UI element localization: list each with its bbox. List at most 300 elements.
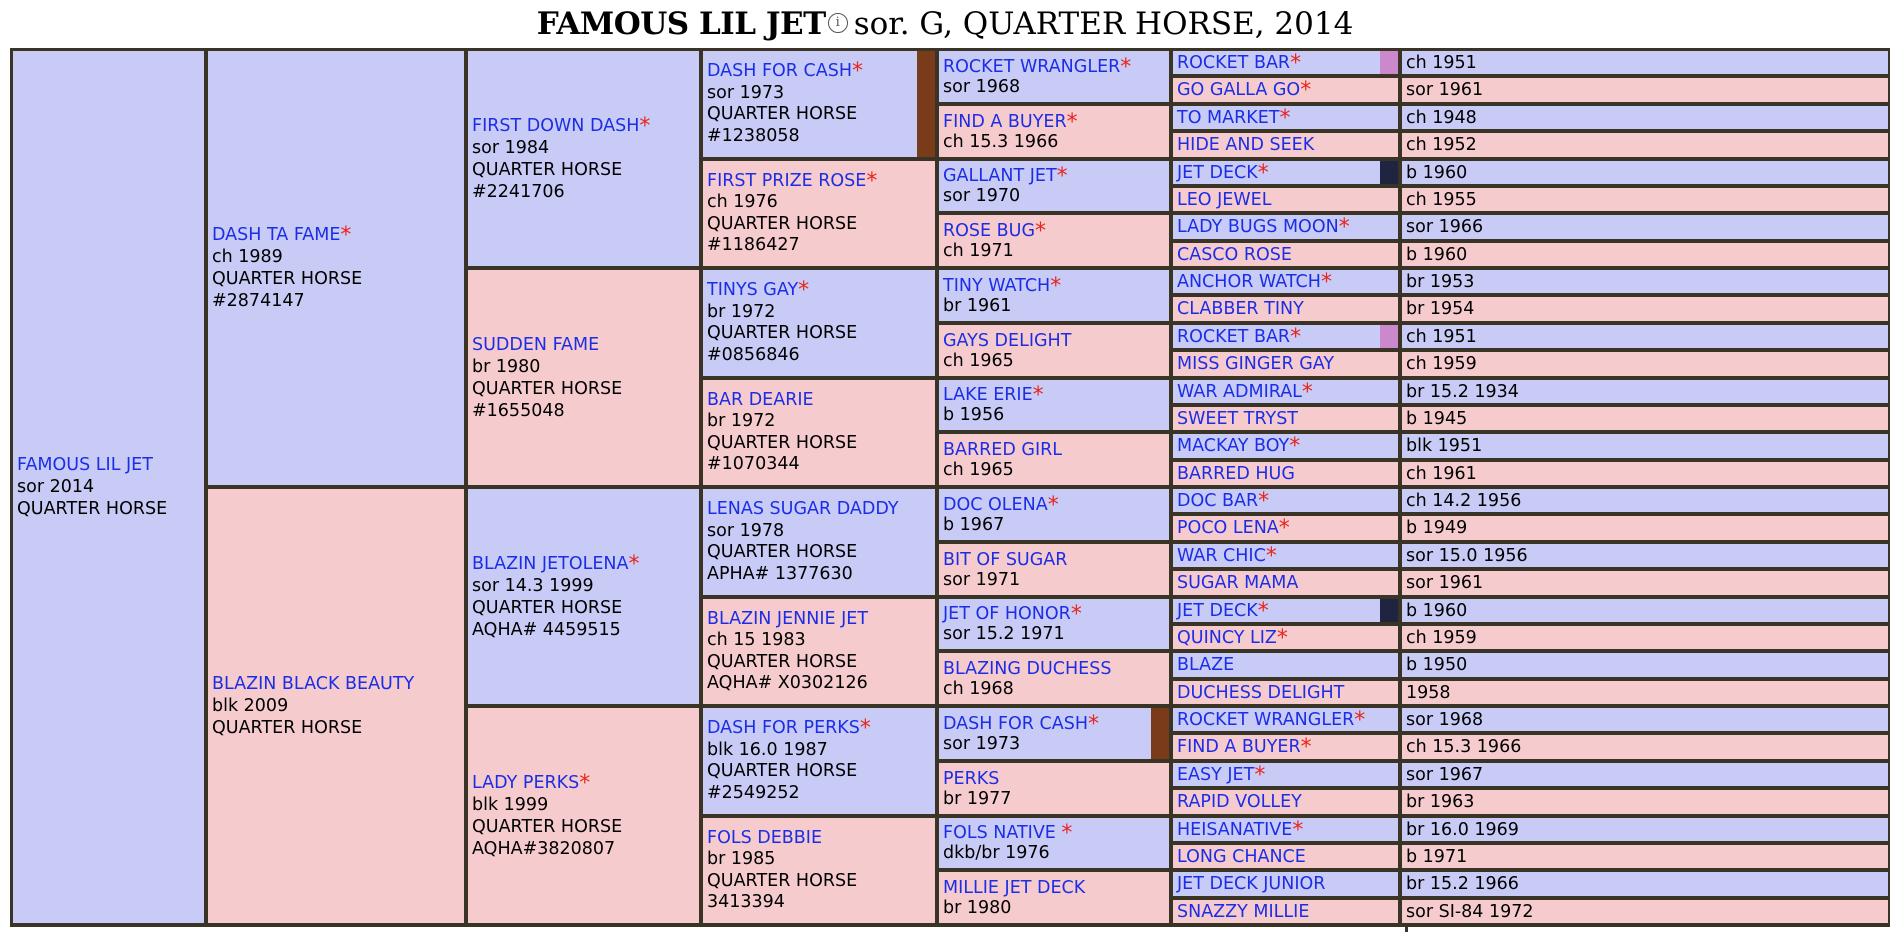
gen6-name-cell — [1170, 596, 1401, 625]
horse-detail: QUARTER HORSE — [707, 323, 858, 343]
registered-asterisk: * — [1050, 273, 1062, 299]
horse-entry — [943, 763, 1165, 814]
horse-name-link[interactable]: FIRST PRIZE ROSE — [707, 170, 867, 191]
horse-name-line — [943, 711, 1145, 737]
horse-name-link[interactable]: BAR DEARIE — [707, 389, 814, 410]
horse-detail: br 15.2 1966 — [1406, 874, 1519, 894]
horse-name-line — [1177, 409, 1394, 429]
horse-name-line — [707, 718, 931, 740]
horse-name-line — [1177, 105, 1394, 131]
horse-name-link[interactable]: TINY WATCH — [943, 275, 1051, 296]
horse-name-link[interactable]: LEO JEWEL — [1177, 189, 1272, 210]
horse-detail: ch 15.3 1966 — [943, 131, 1059, 152]
horse-entry — [1177, 352, 1394, 376]
horse-name-link[interactable]: BIT OF SUGAR — [943, 549, 1068, 570]
horse-detail: #1655048 — [472, 400, 565, 421]
registered-asterisk: * — [1320, 269, 1332, 295]
horse-detail: b 1967 — [943, 514, 1005, 535]
horse-info — [1406, 380, 1884, 403]
gen6-name-cell — [1170, 48, 1401, 77]
gen5-cell — [936, 212, 1172, 269]
gen6-info-cell — [1399, 212, 1890, 242]
registered-asterisk: * — [1290, 324, 1302, 350]
horse-detail: QUARTER HORSE — [212, 269, 363, 289]
horse-detail: b 1950 — [1406, 655, 1468, 675]
horse-detail: QUARTER HORSE — [472, 378, 623, 399]
horse-detail: br 1961 — [943, 295, 1012, 316]
horse-detail: #1238058 — [707, 125, 800, 146]
horse-detail: ch 1989 — [212, 247, 283, 267]
horse-name-link[interactable]: DASH FOR CASH — [943, 713, 1088, 734]
horse-detail: blk 1951 — [1406, 436, 1483, 456]
registered-asterisk: * — [859, 716, 871, 741]
horse-name-link[interactable]: DASH FOR CASH — [707, 61, 852, 81]
horse-name-link[interactable]: JET OF HONOR — [943, 604, 1071, 624]
horse-info — [1406, 571, 1884, 595]
horse-name-link[interactable]: BLAZING DUCHESS — [943, 658, 1112, 679]
horse-name-link[interactable]: HEISANATIVE — [1177, 819, 1293, 840]
registered-asterisk: * — [1301, 379, 1313, 405]
horse-name-link[interactable]: BLAZIN JETOLENA — [472, 553, 629, 574]
horse-detail: #1186427 — [707, 235, 800, 255]
horse-name-line — [1177, 190, 1394, 210]
horse-name-line — [1177, 683, 1394, 703]
gen6-name-cell — [1170, 75, 1401, 105]
gen2-cell — [205, 486, 467, 925]
horse-detail: b 1971 — [1406, 846, 1468, 867]
horse-detail: ch 1955 — [1406, 189, 1477, 210]
horse-entry — [1177, 325, 1394, 348]
horse-detail: br 16.0 1969 — [1406, 819, 1519, 840]
horse-detail: br 1980 — [943, 897, 1012, 918]
horse-detail: #2874147 — [212, 291, 305, 311]
horse-name-link[interactable]: LADY BUGS MOON — [1177, 217, 1339, 237]
horse-name-link[interactable]: MILLIE JET DECK — [943, 877, 1086, 898]
horse-name-line — [943, 550, 1165, 570]
registered-asterisk: * — [1265, 543, 1277, 569]
horse-name-line — [943, 440, 1165, 460]
gen5-cell — [936, 267, 1172, 324]
pedigree-chart — [10, 48, 1890, 925]
horse-entry — [1177, 243, 1394, 266]
horse-name-link[interactable]: EASY JET — [1177, 764, 1255, 785]
horse-entry — [17, 51, 200, 923]
info-icon[interactable]: i — [828, 13, 848, 33]
horse-detail: QUARTER HORSE — [707, 213, 858, 234]
gen5-cell — [936, 431, 1172, 488]
color-swatch — [1151, 708, 1169, 759]
horse-detail: ch 1959 — [1406, 354, 1477, 374]
horse-detail: sor 2014 — [17, 477, 95, 497]
horse-name-link[interactable]: FOLS DEBBIE — [707, 827, 823, 848]
gen6-info-cell — [1399, 650, 1890, 680]
gen6-info-cell — [1399, 732, 1890, 762]
registered-asterisk: * — [1290, 50, 1302, 76]
horse-name-link[interactable]: DASH FOR PERKS — [707, 718, 860, 738]
horse-entry — [943, 489, 1165, 540]
horse-name-link[interactable]: LAKE ERIE — [943, 385, 1033, 405]
gen6-name-cell — [1170, 404, 1401, 433]
registered-asterisk: * — [1300, 735, 1312, 760]
gen6-name-cell — [1170, 212, 1401, 242]
gen3-cell — [465, 267, 702, 488]
registered-asterisk: * — [1292, 817, 1304, 843]
gen6-info-cell — [1399, 48, 1890, 77]
gen6-name-cell — [1170, 842, 1401, 871]
horse-name-link[interactable]: GALLANT JET — [943, 166, 1057, 186]
horse-entry — [1177, 133, 1394, 157]
registered-asterisk: * — [1066, 109, 1078, 135]
horse-entry — [1177, 708, 1394, 731]
horse-entry — [943, 106, 1165, 157]
horse-detail: blk 1999 — [472, 794, 549, 815]
horse-entry — [472, 51, 695, 266]
horse-name-line — [1177, 874, 1394, 894]
gen2-cell — [205, 48, 467, 488]
horse-detail: sor 1961 — [1406, 573, 1484, 593]
horse-name-line — [1177, 817, 1394, 843]
horse-name-line — [943, 821, 1165, 846]
horse-name-line — [472, 115, 695, 137]
registered-asterisk: * — [1289, 434, 1301, 459]
bottom-divider — [10, 924, 1890, 927]
horse-name-link[interactable]: ROCKET BAR — [1177, 326, 1291, 347]
gen6-info-cell — [1399, 815, 1890, 844]
registered-asterisk: * — [1276, 625, 1288, 651]
gen6-info-cell — [1399, 897, 1890, 925]
horse-name-line — [1177, 269, 1394, 295]
horse-detail: sor 1967 — [1406, 764, 1484, 785]
gen6-info-cell — [1399, 459, 1890, 488]
horse-detail: AQHA#3820807 — [472, 838, 616, 859]
gen5-cell — [936, 705, 1172, 762]
horse-detail: sor 15.0 1956 — [1406, 545, 1528, 566]
horse-detail: br 1985 — [707, 849, 776, 869]
horse-detail: br 1980 — [472, 356, 541, 377]
horse-name-line — [1177, 434, 1394, 459]
horse-name-line — [943, 492, 1165, 518]
horse-entry — [943, 708, 1145, 759]
horse-name-line — [1177, 707, 1394, 733]
horse-name-line — [1177, 464, 1394, 484]
horse-info — [1406, 462, 1884, 485]
horse-name-link[interactable]: BLAZIN JENNIE JET — [707, 608, 869, 629]
horse-name-line — [1177, 78, 1394, 103]
horse-name-link[interactable]: DOC OLENA — [943, 494, 1048, 515]
horse-detail: QUARTER HORSE — [707, 651, 858, 672]
horse-entry — [707, 599, 931, 704]
horse-name-link[interactable]: HIDE AND SEEK — [1177, 135, 1315, 155]
horse-name-line — [472, 334, 695, 356]
horse-info — [1406, 407, 1884, 430]
gen4-cell — [700, 486, 938, 598]
registered-asterisk: * — [1035, 218, 1047, 244]
gen6-name-cell — [1170, 267, 1401, 296]
horse-entry — [1177, 188, 1394, 211]
horse-name-link[interactable]: POCO LENA — [1177, 518, 1279, 538]
gen4-cell — [700, 267, 938, 379]
horse-detail: sor 15.2 1971 — [943, 624, 1065, 644]
gen4-cell — [700, 158, 938, 269]
horse-detail: QUARTER HORSE — [707, 761, 858, 781]
registered-asterisk: * — [852, 59, 863, 84]
horse-name-link[interactable]: FIND A BUYER — [943, 111, 1067, 132]
registered-asterisk: * — [340, 223, 352, 248]
horse-name-link[interactable]: BLAZIN BLACK BEAUTY — [212, 674, 415, 694]
horse-name-link[interactable]: WAR CHIC — [1177, 545, 1266, 566]
gen6-name-cell — [1170, 377, 1401, 406]
horse-entry — [1177, 462, 1394, 485]
horse-entry — [1177, 161, 1394, 184]
horse-entry — [943, 380, 1165, 430]
gen5-cell — [936, 377, 1172, 433]
horse-detail: QUARTER HORSE — [472, 816, 623, 837]
horse-entry — [707, 818, 931, 923]
horse-name-line — [1177, 245, 1394, 265]
horse-name-line — [943, 218, 1165, 244]
gen5-cell — [936, 322, 1172, 379]
horse-name-link[interactable]: DUCHESS DELIGHT — [1177, 682, 1345, 703]
gen4-cell — [700, 596, 938, 707]
horse-detail: ch 1965 — [943, 350, 1014, 371]
horse-name-link[interactable]: SUDDEN FAME — [472, 334, 600, 355]
registered-asterisk: * — [1061, 821, 1073, 846]
horse-name-link[interactable]: FOLS NATIVE — [943, 823, 1062, 843]
horse-entry — [1177, 626, 1394, 649]
horse-name-link[interactable]: FAMOUS LIL JET — [17, 455, 153, 475]
horse-detail: sor 1968 — [943, 76, 1021, 97]
horse-entry — [943, 818, 1165, 868]
horse-name-link[interactable]: BLAZE — [1177, 655, 1235, 675]
horse-entry — [707, 489, 931, 595]
horse-entry — [943, 872, 1165, 923]
horse-name-link[interactable]: JET DECK — [1177, 600, 1258, 621]
horse-name-link[interactable]: PERKS — [943, 768, 1000, 789]
registered-asterisk: * — [1278, 516, 1290, 541]
gen6-info-cell — [1399, 294, 1890, 324]
horse-detail: sor 1961 — [1406, 80, 1484, 100]
horse-entry — [1177, 215, 1394, 239]
horse-name-link[interactable]: WAR ADMIRAL — [1177, 381, 1302, 402]
horse-detail: ch 1952 — [1406, 135, 1477, 155]
horse-detail: ch 1959 — [1406, 627, 1477, 648]
gen6-name-cell — [1170, 541, 1401, 570]
horse-entry — [707, 708, 931, 814]
horse-name-line — [1177, 379, 1394, 405]
registered-asterisk: * — [639, 113, 651, 139]
gen6-name-cell — [1170, 568, 1401, 598]
horse-name-line — [1177, 762, 1394, 788]
horse-detail: br 15.2 1934 — [1406, 381, 1519, 402]
registered-asterisk: * — [1120, 54, 1132, 80]
gen6-info-cell — [1399, 240, 1890, 269]
gen6-name-cell — [1170, 240, 1401, 269]
horse-entry — [1177, 653, 1394, 677]
horse-info — [1406, 818, 1884, 841]
horse-name-link[interactable]: CASCO ROSE — [1177, 244, 1292, 265]
gen6-info-cell — [1399, 596, 1890, 625]
horse-name-link[interactable]: RAPID VOLLEY — [1177, 792, 1302, 812]
horse-entry — [1177, 516, 1394, 540]
horse-entry — [1177, 78, 1394, 102]
horse-name-link[interactable]: SNAZZY MILLIE — [1177, 901, 1310, 922]
horse-detail: APHA# 1377630 — [707, 563, 853, 584]
horse-detail: ch 1965 — [943, 459, 1014, 480]
horse-detail: blk 2009 — [212, 696, 289, 716]
horse-detail: sor 1984 — [472, 137, 550, 158]
horse-name-line — [1177, 543, 1394, 569]
horse-name-line — [943, 383, 1165, 408]
horse-entry — [1177, 818, 1394, 841]
gen6-info-cell — [1399, 678, 1890, 707]
gen5-cell — [936, 815, 1172, 871]
horse-detail: AQHA# X0302126 — [707, 673, 868, 693]
gen6-name-cell — [1170, 431, 1401, 461]
horse-info — [1406, 133, 1884, 157]
horse-detail: br 1972 — [707, 411, 776, 431]
horse-name-link[interactable]: TO MARKET — [1177, 107, 1280, 128]
horse-info — [1406, 297, 1884, 321]
registered-asterisk: * — [1070, 602, 1082, 627]
horse-entry — [707, 161, 931, 266]
horse-info — [1406, 681, 1884, 704]
gen4-cell — [700, 815, 938, 925]
registered-asterisk: * — [1257, 598, 1269, 624]
horse-entry — [1177, 571, 1394, 595]
registered-asterisk: * — [1258, 488, 1270, 514]
horse-title-subtitle: sor. G, QUARTER HORSE, 2014 — [853, 6, 1354, 42]
horse-detail: 3413394 — [707, 892, 785, 912]
horse-name-link[interactable]: JET DECK JUNIOR — [1177, 874, 1326, 894]
horse-name-line — [1177, 598, 1394, 624]
horse-name-link[interactable]: ROSE BUG — [943, 220, 1036, 241]
horse-detail: br 1977 — [943, 788, 1012, 809]
horse-name-link[interactable]: ROCKET BAR — [1177, 52, 1291, 73]
horse-detail: sor 1966 — [1406, 217, 1484, 237]
horse-entry — [472, 489, 695, 704]
horse-name-line — [943, 54, 1165, 80]
horse-name-link[interactable]: ROCKET WRANGLER — [943, 56, 1121, 77]
horse-name-link[interactable]: FIRST DOWN DASH — [472, 115, 640, 136]
gen6-info-cell — [1399, 623, 1890, 652]
gen6-name-cell — [1170, 103, 1401, 132]
gen3-cell — [465, 486, 702, 707]
registered-asterisk: * — [579, 770, 591, 796]
color-swatch — [1380, 325, 1398, 348]
horse-name-link[interactable]: MISS GINGER GAY — [1177, 354, 1335, 374]
horse-name-line — [212, 673, 460, 695]
gen5-cell — [936, 760, 1172, 817]
horse-name-line — [1177, 50, 1394, 76]
registered-asterisk: * — [1338, 215, 1350, 240]
gen6-info-cell — [1399, 842, 1890, 871]
horse-name-link[interactable]: JET DECK — [1177, 162, 1258, 183]
horse-name-link[interactable]: MACKAY BOY — [1177, 436, 1290, 456]
horse-name-line — [943, 273, 1165, 299]
horse-name-line — [943, 109, 1165, 135]
horse-name-link[interactable]: LADY PERKS — [472, 772, 580, 793]
horse-detail: #1070344 — [707, 454, 800, 474]
gen1-cell — [10, 48, 207, 925]
horse-info — [1406, 489, 1884, 512]
horse-name-link[interactable]: QUINCY LIZ — [1177, 627, 1277, 648]
horse-name-link[interactable]: LONG CHANCE — [1177, 846, 1306, 867]
page-title — [0, 4, 1890, 44]
horse-entry — [943, 434, 1165, 485]
horse-detail: ch 15.3 1966 — [1406, 737, 1522, 757]
gen6-name-cell — [1170, 322, 1401, 351]
horse-name-link[interactable]: CLABBER TINY — [1177, 299, 1304, 319]
horse-info — [1406, 106, 1884, 129]
horse-entry — [1177, 763, 1394, 786]
horse-name-link[interactable]: DOC BAR — [1177, 490, 1259, 511]
gen5-cell — [936, 158, 1172, 214]
gen5-cell — [936, 48, 1172, 105]
horse-name-link[interactable]: GO GALLA GO — [1177, 80, 1301, 100]
horse-name-line — [707, 609, 931, 631]
horse-detail: blk 16.0 1987 — [707, 739, 828, 760]
registered-asterisk: * — [628, 551, 640, 577]
gen5-cell — [936, 869, 1172, 925]
horse-entry — [1177, 845, 1394, 868]
horse-entry — [1177, 489, 1394, 512]
horse-name-link[interactable]: FIND A BUYER — [1177, 737, 1301, 757]
horse-name-link[interactable]: GAYS DELIGHT — [943, 330, 1072, 351]
horse-entry — [212, 489, 460, 923]
horse-info — [1406, 708, 1884, 731]
horse-detail: b 1956 — [943, 405, 1005, 425]
horse-info — [1406, 516, 1884, 540]
gen5-cell — [936, 596, 1172, 652]
gen6-info-cell — [1399, 760, 1890, 789]
horse-name-line — [1177, 488, 1394, 514]
horse-detail: QUARTER HORSE — [707, 870, 858, 891]
horse-name-line — [1177, 324, 1394, 350]
horse-entry — [1177, 735, 1394, 759]
horse-name-link[interactable]: SWEET TRYST — [1177, 408, 1298, 429]
horse-name-link[interactable]: BARRED GIRL — [943, 439, 1063, 460]
gen6-name-cell — [1170, 349, 1401, 379]
gen6-name-cell — [1170, 130, 1401, 160]
horse-info — [1406, 626, 1884, 649]
horse-detail: ch 1951 — [1406, 52, 1477, 73]
horse-name-link[interactable]: ANCHOR WATCH — [1177, 271, 1321, 292]
horse-entry — [1177, 681, 1394, 704]
gen6-name-cell — [1170, 650, 1401, 680]
gen6-info-cell — [1399, 322, 1890, 351]
horse-detail: ch 14.2 1956 — [1406, 490, 1522, 511]
horse-name-link[interactable]: TINYS GAY — [707, 280, 799, 300]
horse-name-link[interactable]: LENAS SUGAR DADDY — [707, 499, 899, 519]
gen6-name-cell — [1170, 185, 1401, 214]
horse-entry — [1177, 297, 1394, 321]
horse-name-link[interactable]: SUGAR MAMA — [1177, 573, 1299, 593]
horse-info — [1406, 215, 1884, 239]
horse-name-link[interactable]: ROCKET WRANGLER — [1177, 709, 1355, 730]
horse-entry — [1177, 106, 1394, 129]
horse-detail: br 1963 — [1406, 792, 1475, 812]
gen6-name-cell — [1170, 678, 1401, 707]
registered-asterisk: * — [1056, 164, 1068, 189]
horse-detail: b 1945 — [1406, 408, 1468, 429]
horse-name-line — [943, 602, 1165, 627]
gen3-cell — [465, 48, 702, 269]
horse-detail: QUARTER HORSE — [707, 542, 858, 562]
horse-name-link[interactable]: BARRED HUG — [1177, 463, 1295, 484]
horse-name-link[interactable]: DASH TA FAME — [212, 225, 341, 245]
horse-name-line — [1177, 573, 1394, 593]
gen5-cell — [936, 541, 1172, 598]
